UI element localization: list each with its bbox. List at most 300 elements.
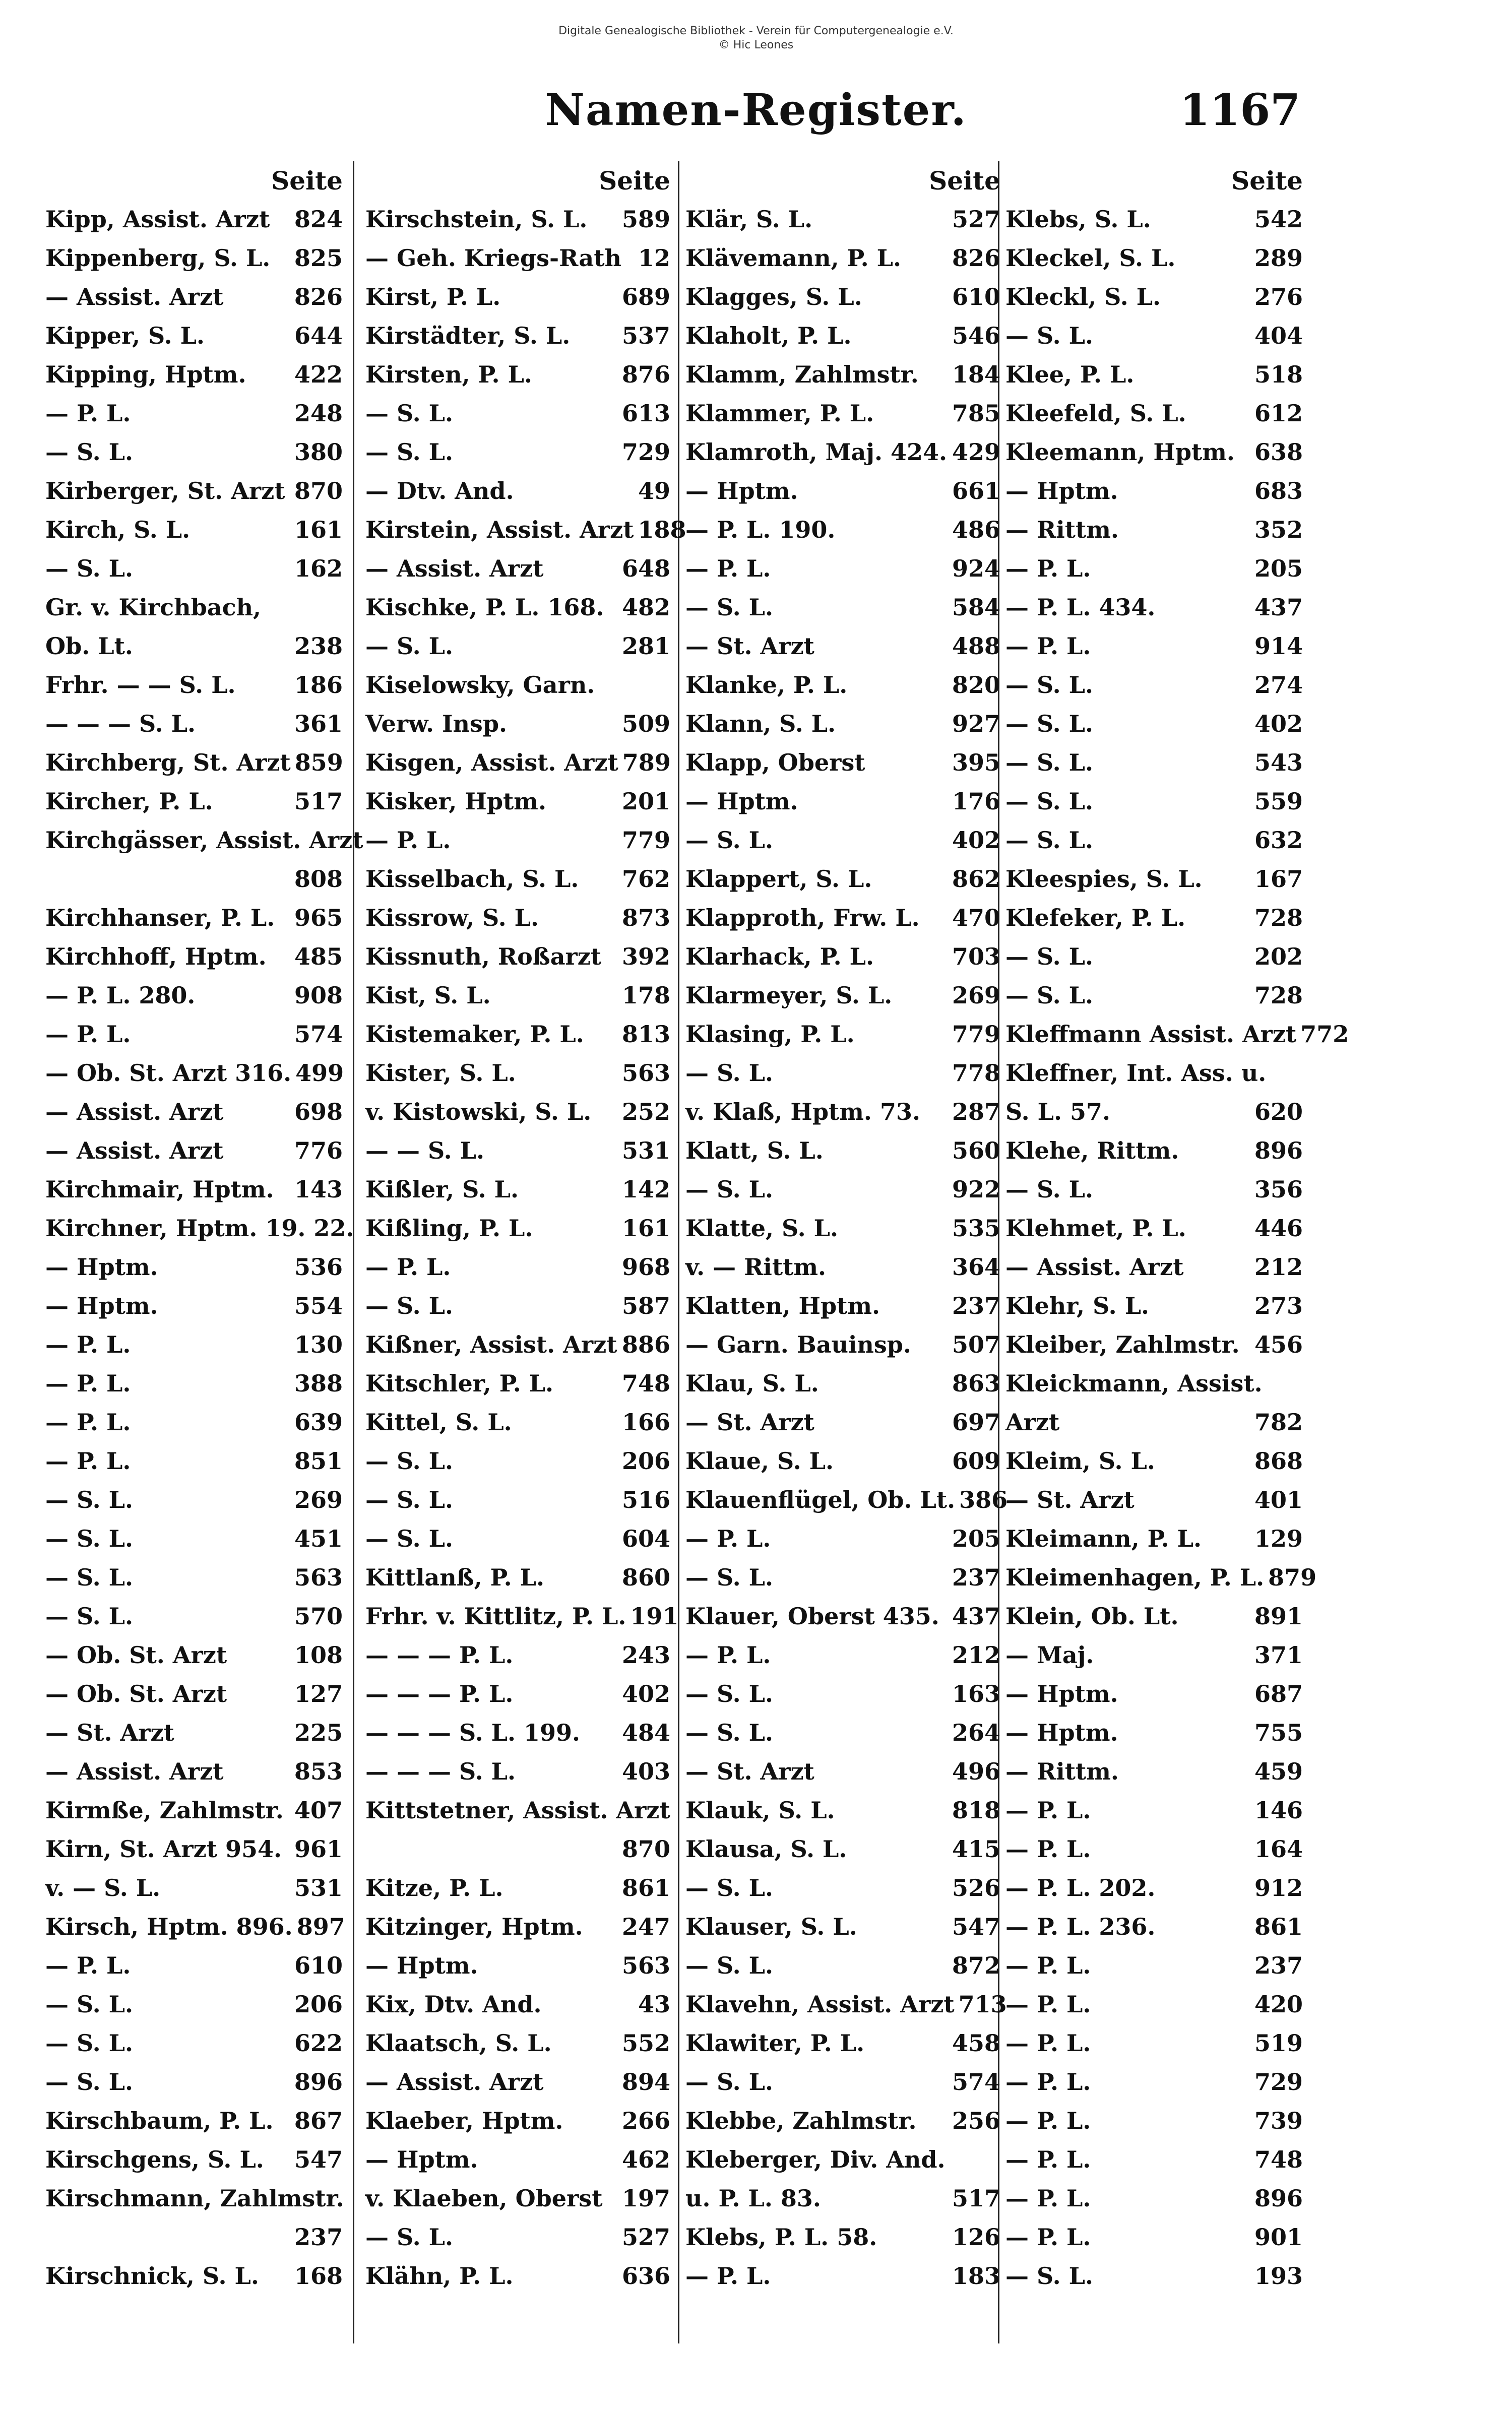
register-entry [1005, 1714, 1303, 1752]
entry-name: Kittlanß, P. L. [365, 1564, 545, 1591]
register-entry [365, 1558, 670, 1597]
entry-page: 772 [1300, 1021, 1349, 1048]
entry-name: — Assist. Arzt [45, 1137, 224, 1164]
entry-name: — S. L. [685, 1874, 773, 1901]
entry-name: — — — S. L. 199. [365, 1719, 581, 1746]
entry-page: 728 [1254, 904, 1303, 931]
entry-name: — P. L. [685, 555, 771, 582]
register-entry [365, 899, 670, 937]
entry-name: Kirchhanser, P. L. [45, 904, 275, 931]
entry-page: 886 [621, 1331, 670, 1358]
entry-name: Kleffmann Assist. Arzt [1005, 1021, 1297, 1048]
entry-page: 437 [1254, 594, 1303, 621]
register-entry [1005, 472, 1303, 511]
register-entry [365, 1442, 670, 1481]
entry-name: Kirschstein, S. L. [365, 206, 588, 233]
register-entry [685, 1364, 1000, 1403]
entry-page: 789 [622, 749, 671, 776]
register-entry [685, 705, 1000, 743]
entry-page: 459 [1254, 1758, 1303, 1785]
register-entry [45, 472, 343, 511]
entry-name: Kischke, P. L. 168. [365, 594, 604, 621]
register-entry [685, 394, 1000, 433]
register-entry [1005, 433, 1303, 472]
entry-page: 462 [621, 2146, 670, 2173]
entry-name: — S. L. [365, 438, 453, 466]
entry-name: — St. Arzt [685, 1409, 814, 1436]
entry-page: 632 [1254, 827, 1303, 854]
register-entry [365, 2179, 670, 2218]
entry-name: — S. L. [685, 1680, 773, 1707]
register-entry [45, 2140, 343, 2179]
entry-name: Klebs, P. L. 58. [685, 2224, 877, 2251]
register-entry [1005, 2218, 1303, 2257]
entry-name: Klein, Ob. Lt. [1005, 1603, 1179, 1630]
register-entry [685, 2257, 1000, 2296]
entry-name: — Ob. St. Arzt [45, 1641, 227, 1669]
entry-page: 269 [294, 1486, 343, 1513]
register-column-1 [45, 161, 363, 2343]
entry-page: 237 [1254, 1952, 1303, 1979]
entry-page [996, 2140, 1000, 2179]
register-entry [45, 1830, 343, 1869]
entry-page: 908 [294, 982, 343, 1009]
entry-name: — S. L. [1005, 827, 1093, 854]
entry-page: 813 [621, 1021, 670, 1048]
register-entry [685, 937, 1000, 976]
entry-name: — Assist. Arzt [365, 555, 544, 582]
entry-name: Kleckel, S. L. [1005, 244, 1176, 272]
register-entry [45, 1442, 343, 1481]
register-entry [685, 1597, 1000, 1636]
entry-name: — S. L. [45, 1525, 133, 1552]
entry-name: — P. L. 434. [1005, 594, 1156, 621]
entry-page: 274 [1254, 671, 1303, 699]
entry-name: Kleberger, Div. And. [685, 2146, 946, 2173]
entry-page: 269 [952, 982, 1000, 1009]
entry-name: — P. L. [365, 827, 451, 854]
entry-name: Kirstein, Assist. Arzt [365, 516, 634, 543]
entry-name: Klauk, S. L. [685, 1797, 835, 1824]
register-entry [45, 239, 343, 278]
entry-name: Kissnuth, Roßarzt [365, 943, 602, 970]
entry-name: — Hptm. [1005, 477, 1118, 504]
register-entry [365, 1830, 670, 1869]
entry-name: Kleimann, P. L. [1005, 1525, 1202, 1552]
entry-page: 507 [952, 1331, 1000, 1358]
entry-page: 563 [294, 1564, 343, 1591]
entry-name: Gr. v. Kirchbach, [45, 594, 262, 621]
entry-name: Kittstetner, Assist. Arzt [365, 1797, 670, 1824]
register-entry [45, 2179, 343, 2218]
register-entry [1005, 1403, 1303, 1442]
entry-page: 661 [952, 477, 1000, 504]
watermark [0, 24, 1512, 52]
entry-page [1299, 1364, 1303, 1403]
entry-page: 402 [621, 1680, 670, 1707]
register-entry [365, 1519, 670, 1558]
entry-name: — S. L. [45, 1603, 133, 1630]
entry-name: Kipp, Assist. Arzt [45, 206, 270, 233]
entry-page: 547 [952, 1913, 1000, 1940]
entry-page: 563 [621, 1059, 670, 1087]
entry-page: 401 [1254, 1486, 1303, 1513]
entry-name: Klatten, Hptm. [685, 1292, 880, 1319]
entry-page: 574 [952, 2068, 1000, 2096]
entry-page: 485 [294, 943, 343, 970]
register-entry [365, 1287, 670, 1325]
register-entry [685, 1558, 1000, 1597]
register-entry [365, 1791, 670, 1830]
register-entry [1005, 2024, 1303, 2063]
entry-page: 648 [621, 555, 670, 582]
entry-name: — P. L. [685, 1641, 771, 1669]
register-entry [685, 1636, 1000, 1675]
register-entry [365, 1248, 670, 1287]
register-entry [365, 1636, 670, 1675]
entry-page: 276 [1254, 283, 1303, 310]
register-entry [365, 1403, 670, 1442]
entry-name: — P. L. [685, 2262, 771, 2290]
register-entry [365, 2257, 670, 2296]
register-entry [45, 1015, 343, 1054]
register-entry [1005, 1946, 1303, 1985]
entry-name: — Hptm. [365, 2146, 478, 2173]
register-entry [365, 1015, 670, 1054]
entry-name: Kippenberg, S. L. [45, 244, 271, 272]
entry-page: 206 [294, 1991, 343, 2018]
entry-page: 554 [294, 1292, 343, 1319]
entry-name: — S. L. [1005, 710, 1093, 737]
entry-page: 537 [621, 322, 670, 349]
entry-page: 826 [294, 283, 343, 310]
entry-name: — S. L. [1005, 322, 1093, 349]
register-entry [45, 1791, 343, 1830]
entry-name: Kirschgens, S. L. [45, 2146, 264, 2173]
entry-page: 402 [952, 827, 1000, 854]
register-entry [365, 1597, 679, 1636]
register-entry [1005, 2102, 1303, 2140]
register-entry [1005, 239, 1303, 278]
entry-page: 212 [1254, 1253, 1303, 1281]
entry-name: — Assist. Arzt [1005, 1253, 1184, 1281]
entry-name: Kirmße, Zahlmstr. [45, 1797, 284, 1824]
entry-name: Kiselowsky, Garn. [365, 671, 595, 699]
entry-name: — S. L. [365, 1292, 453, 1319]
entry-page: 924 [952, 555, 1000, 582]
entry-name: Klagges, S. L. [685, 283, 862, 310]
entry-page: 587 [621, 1292, 670, 1319]
register-entry [365, 1209, 670, 1248]
entry-name: — Rittm. [1005, 1758, 1119, 1785]
entry-page: 197 [621, 2185, 670, 2212]
entry-page: 388 [294, 1370, 343, 1397]
register-entry [685, 1985, 1007, 2024]
entry-name: — Hptm. [1005, 1719, 1118, 1746]
entry-name: Klarmeyer, S. L. [685, 982, 893, 1009]
register-entry [45, 355, 343, 394]
entry-page: 142 [621, 1176, 670, 1203]
register-entry [45, 1170, 343, 1209]
entry-page: 402 [1254, 710, 1303, 737]
register-entry [685, 511, 1000, 549]
register-entry [1005, 1869, 1303, 1908]
entry-page: 392 [621, 943, 670, 970]
entry-page: 356 [1254, 1176, 1303, 1203]
register-entry [685, 472, 1000, 511]
entry-name: Kleimenhagen, P. L. [1005, 1564, 1265, 1591]
entry-name: Kißling, P. L. [365, 1215, 533, 1242]
register-entry [365, 588, 670, 627]
entry-page: 876 [621, 361, 670, 388]
entry-page: 256 [952, 2107, 1000, 2134]
page-title: Namen-Register. [545, 85, 967, 136]
entry-page: 247 [621, 1913, 670, 1940]
entry-name: — Hptm. [685, 788, 798, 815]
entry-name: — P. L. [1005, 2107, 1091, 2134]
entry-page: 361 [294, 710, 343, 737]
entry-page: 446 [1254, 1215, 1303, 1242]
register-entry [45, 2218, 343, 2257]
entry-page [354, 1209, 358, 1248]
page-number: 1167 [1179, 85, 1300, 136]
entry-name: — S. L. [1005, 671, 1093, 699]
register-entry [1005, 782, 1303, 821]
entry-page: 184 [952, 361, 1000, 388]
entry-name: Klebbe, Zahlmstr. [685, 2107, 917, 2134]
register-entry [1005, 200, 1303, 239]
register-entry [365, 316, 670, 355]
entry-name: — S. L. [45, 555, 133, 582]
register-entry [365, 2140, 670, 2179]
register-entry [685, 1908, 1000, 1946]
entry-name: — Maj. [1005, 1641, 1094, 1669]
entry-page: 536 [294, 1253, 343, 1281]
entry-name: Ob. Lt. [45, 632, 133, 660]
entry-name: v. Klaß, Hptm. 73. [685, 1098, 920, 1125]
entry-page: 825 [294, 244, 343, 272]
entry-page: 961 [294, 1835, 343, 1863]
register-entry [1005, 1325, 1303, 1364]
entry-page: 570 [294, 1603, 343, 1630]
register-entry [365, 2024, 670, 2063]
entry-name: Klammer, P. L. [685, 400, 874, 427]
register-column-3 [685, 161, 1008, 2343]
entry-name: — — — P. L. [365, 1680, 514, 1707]
register-page [45, 161, 1349, 2343]
entry-name: Frhr. v. Kittlitz, P. L. [365, 1603, 626, 1630]
register-entry [685, 1287, 1000, 1325]
entry-page: 870 [294, 477, 343, 504]
register-entry [1005, 705, 1303, 743]
entry-page: 851 [294, 1447, 343, 1475]
entry-name: Kisker, Hptm. [365, 788, 546, 815]
register-entry [1005, 743, 1303, 782]
register-entry [365, 355, 670, 394]
entry-name: — Assist. Arzt [365, 2068, 544, 2096]
entry-name: Kirchgässer, Assist. Arzt [45, 827, 363, 854]
entry-name: Klann, S. L. [685, 710, 836, 737]
register-entry [685, 743, 1000, 782]
entry-name: v. — S. L. [45, 1874, 161, 1901]
register-entry [365, 782, 670, 821]
entry-page: 535 [952, 1215, 1000, 1242]
entry-name: Kister, S. L. [365, 1059, 516, 1087]
entry-name: — Hptm. [45, 1253, 158, 1281]
entry-name: Klappert, S. L. [685, 865, 872, 893]
entry-page: 584 [952, 594, 1000, 621]
entry-page: 527 [952, 206, 1000, 233]
entry-name: — S. L. [1005, 749, 1093, 776]
register-entry [1005, 549, 1303, 588]
entry-name: — P. L. [45, 1409, 131, 1436]
register-entry [1005, 1830, 1303, 1869]
entry-name: — P. L. [1005, 2068, 1091, 2096]
entry-page: 868 [1254, 1447, 1303, 1475]
entry-name: — S. L. [685, 827, 773, 854]
entry-name: — P. L. [365, 1253, 451, 1281]
entry-page: 205 [1254, 555, 1303, 582]
entry-page: 488 [952, 632, 1000, 660]
entry-page: 739 [1254, 2107, 1303, 2134]
entry-name: Klatte, S. L. [685, 1215, 839, 1242]
entry-page: 526 [952, 1874, 1000, 1901]
entry-name: — S. L. [685, 2068, 773, 2096]
register-entry [685, 1675, 1000, 1714]
entry-page: 901 [1254, 2224, 1303, 2251]
entry-page: 965 [294, 904, 343, 931]
register-entry [45, 1325, 343, 1364]
entry-name: — Hptm. [1005, 1680, 1118, 1707]
entry-page: 698 [294, 1098, 343, 1125]
entry-page: 482 [621, 594, 670, 621]
entry-page: 248 [294, 400, 343, 427]
register-entry [45, 1209, 354, 1248]
register-entry [685, 2218, 1000, 2257]
entry-page: 470 [952, 904, 1000, 931]
register-entry [1005, 1519, 1303, 1558]
entry-name: Klebs, S. L. [1005, 206, 1151, 233]
entry-page: 729 [1254, 2068, 1303, 2096]
register-entry [365, 1714, 670, 1752]
entry-page: 161 [621, 1215, 670, 1242]
entry-page: 546 [952, 322, 1000, 349]
entry-name: Klawiter, P. L. [685, 2029, 865, 2057]
entry-page: 861 [621, 1874, 670, 1901]
entry-name: — S. L. [45, 1486, 133, 1513]
entry-page: 458 [952, 2029, 1000, 2057]
entry-name: Kleffner, Int. Ass. u. [1005, 1059, 1267, 1087]
register-entry [45, 1519, 343, 1558]
register-entry [685, 627, 1000, 666]
entry-page: 43 [638, 1991, 670, 2018]
register-entry [45, 549, 343, 588]
register-entry [365, 666, 670, 705]
entry-name: Kirst, P. L. [365, 283, 501, 310]
register-entry [45, 782, 343, 821]
register-entry [685, 666, 1000, 705]
entry-page: 968 [621, 1253, 670, 1281]
register-entry [1005, 588, 1303, 627]
register-entry [365, 1946, 670, 1985]
register-entry [1005, 316, 1303, 355]
entry-page: 403 [621, 1758, 670, 1785]
register-entry [685, 2063, 1000, 2102]
watermark-line-2: © Hic Leones [718, 39, 794, 51]
entry-name: — S. L. [365, 400, 453, 427]
register-entry [685, 1752, 1000, 1791]
register-entry [1005, 666, 1303, 705]
entry-name: Klär, S. L. [685, 206, 813, 233]
entry-name: Kitze, P. L. [365, 1874, 503, 1901]
entry-name: — P. L. [45, 1370, 131, 1397]
register-entry [45, 1869, 343, 1908]
entry-name: — S. L. [685, 1176, 773, 1203]
register-entry [685, 860, 1000, 899]
entry-page: 610 [952, 283, 1000, 310]
entry-name: Klapp, Oberst [685, 749, 865, 776]
entry-page: 237 [952, 1564, 1000, 1591]
register-entry [45, 666, 343, 705]
entry-name: Kleiber, Zahlmstr. [1005, 1331, 1240, 1358]
register-entry [685, 433, 1000, 472]
entry-page: 404 [1254, 322, 1303, 349]
entry-name: Klatt, S. L. [685, 1137, 824, 1164]
column-header-seite: Seite [1231, 166, 1303, 196]
entry-name: Kitschler, P. L. [365, 1370, 554, 1397]
entry-name: Klaholt, P. L. [685, 322, 852, 349]
register-entry [45, 1093, 343, 1131]
entry-page: 407 [294, 1797, 343, 1824]
entry-page: 176 [952, 788, 1000, 815]
register-entry [685, 1714, 1000, 1752]
column-divider [353, 161, 354, 2343]
register-entry [365, 705, 670, 743]
register-entry [365, 860, 670, 899]
entry-page: 237 [952, 1292, 1000, 1319]
entry-name: Arzt [1005, 1409, 1060, 1436]
register-entry [45, 1636, 343, 1675]
entry-name: Klauser, S. L. [685, 1913, 857, 1940]
register-entry [45, 316, 343, 355]
entry-page: 496 [952, 1758, 1000, 1785]
entry-name: Klehr, S. L. [1005, 1292, 1150, 1319]
entry-page: 126 [952, 2224, 1000, 2251]
register-entry [685, 2179, 1000, 2218]
entry-name: — P. L. [1005, 1991, 1091, 2018]
entry-name: — Assist. Arzt [45, 1098, 224, 1125]
entry-page: 782 [1254, 1409, 1303, 1436]
entry-name: Klau, S. L. [685, 1370, 819, 1397]
column-header-seite: Seite [271, 166, 343, 196]
register-entry [45, 899, 343, 937]
entry-name: — S. L. [45, 2029, 133, 2057]
entry-name: — Ob. St. Arzt [45, 1680, 227, 1707]
entry-page: 193 [1254, 2262, 1303, 2290]
entry-page: 697 [952, 1409, 1000, 1436]
entry-name: Kisgen, Assist. Arzt [365, 749, 618, 776]
entry-page: 644 [294, 322, 343, 349]
entry-page: 130 [294, 1331, 343, 1358]
entry-name: — P. L. [1005, 1797, 1091, 1824]
entry-page: 486 [952, 516, 1000, 543]
entry-page: 518 [1254, 361, 1303, 388]
register-entry [365, 1908, 670, 1946]
entry-name: Kipping, Hptm. [45, 361, 246, 388]
register-entry [685, 899, 1000, 937]
entry-name: Kleefeld, S. L. [1005, 400, 1186, 427]
entry-page: 289 [1254, 244, 1303, 272]
